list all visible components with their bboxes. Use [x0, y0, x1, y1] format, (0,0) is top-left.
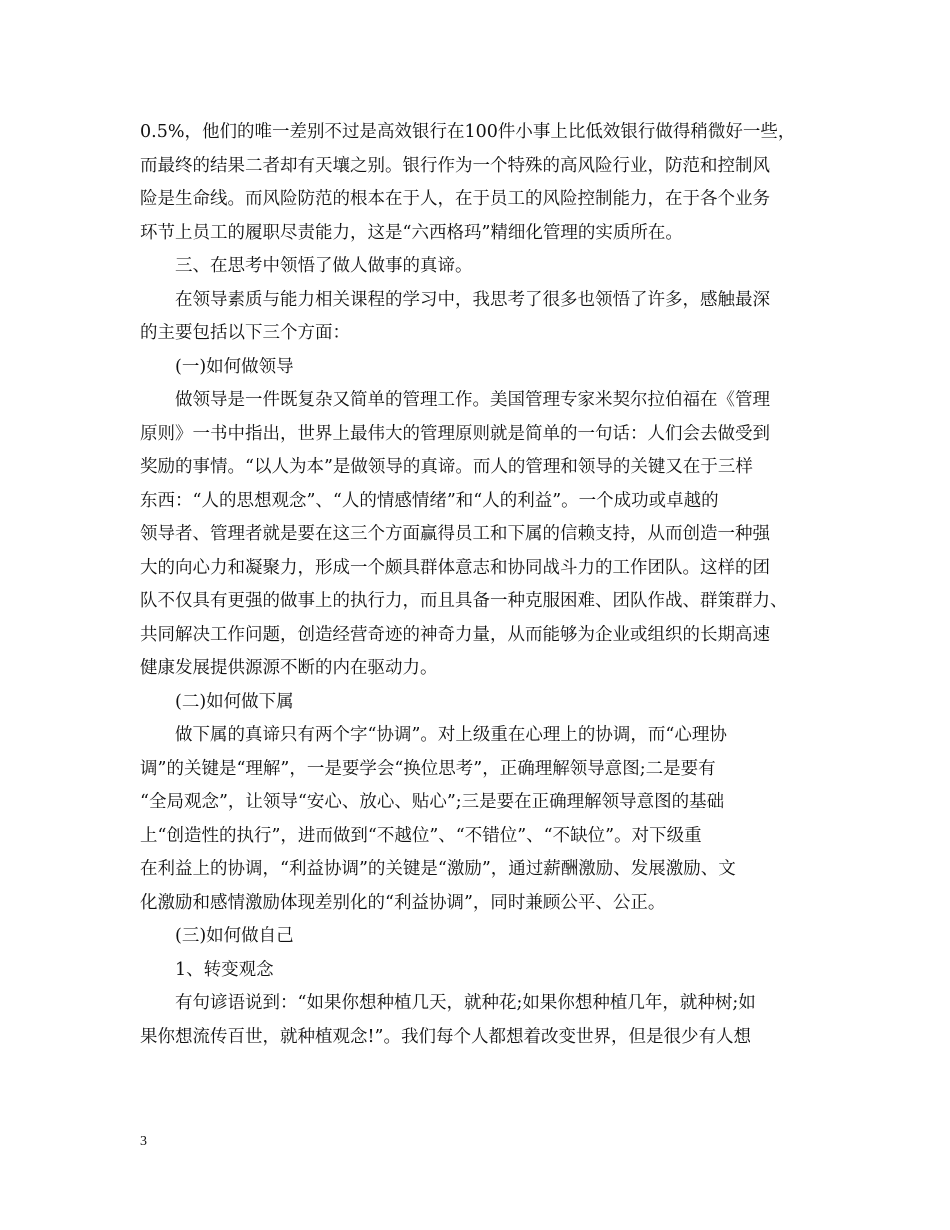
subsection-heading: (二)如何做下属 [175, 691, 294, 712]
text-line: 上“创造性的执行”，进而做到“不越位”、“不错位”、“不缺位”。对下级重 [140, 825, 702, 846]
text-line: 做领导是一件既复杂又简单的管理工作。美国管理专家米契尔拉伯福在《管理 [175, 390, 770, 410]
text-line: 做下属的真谛只有两个字“协调”。对上级重在心理上的协调，而“心理协 [175, 725, 727, 745]
text-line: 健康发展提供源源不断的内在驱动力。 [140, 658, 438, 678]
text-line: 东西：“人的思想观念”、“人的情感情绪”和“人的利益”。一个成功或卓越的 [140, 490, 719, 511]
section-heading: 三、在思考中领悟了做人做事的真谛。 [175, 256, 473, 276]
page-number: 3 [140, 1134, 147, 1149]
text-line: 调”的关键是“理解”，一是要学会“换位思考”，正确理解领导意图;二是要有 [140, 758, 716, 779]
text-line: 果你想流传百世，就种植观念!”。我们每个人都想着改变世界，但是很少有人想 [140, 1026, 751, 1047]
text-line: 奖励的事情。“以人为本”是做领导的真谛。而人的管理和领导的关键又在于三样 [140, 457, 753, 477]
text-line: 化激励和感情激励体现差别化的“利益协调”，同时兼顾公平、公正。 [140, 892, 666, 913]
text-line: 环节上员工的履职尽责能力，这是“六西格玛”精细化管理的实质所在。 [140, 222, 683, 243]
text-line: 有句谚语说到：“如果你想种植几天，就种花;如果你想种植几年，就种树;如 [175, 993, 756, 1013]
text-line: 队不仅具有更强的做事上的执行力，而且具备一种克服困难、团队作战、群策群力、 [140, 591, 788, 611]
text-line: “全局观念”，让领导“安心、放心、贴心”;三是要在正确理解领导意图的基础 [140, 792, 725, 812]
document-body [140, 116, 820, 1054]
text-line: 大的向心力和凝聚力，形成一个颇具群体意志和协同战斗力的工作团队。这样的团 [140, 557, 770, 578]
subsection-heading: (一)如何做领导 [175, 356, 294, 377]
text-line: 的主要包括以下三个方面： [140, 323, 350, 343]
text-line: 险是生命线。而风险防范的根本在于人，在于员工的风险控制能力，在于各个业务 [140, 189, 770, 209]
text-line: 领导者、管理者就是要在这三个方面赢得员工和下属的信赖支持，从而创造一种强 [140, 524, 770, 544]
subsection-heading: (三)如何做自己 [175, 926, 294, 946]
text-line: 共同解决工作问题，创造经营奇迹的神奇力量，从而能够为企业或组织的长期高速 [140, 624, 770, 645]
text-line: 0.5%，他们的唯一差别不过是高效银行在100件小事上比低效银行做得稍微好一些， [140, 122, 796, 142]
text-line: 原则》一书中指出，世界上最伟大的管理原则就是简单的一句话：人们会去做受到 [140, 423, 770, 444]
text-line: 在领导素质与能力相关课程的学习中，我思考了很多也领悟了许多，感触最深 [175, 289, 770, 310]
numbered-heading: 1、转变观念 [175, 959, 274, 980]
text-line: 而最终的结果二者却有天壤之别。银行作为一个特殊的高风险行业，防范和控制风 [140, 155, 770, 176]
text-line: 在利益上的协调，“利益协调”的关键是“激励”，通过薪酬激励、发展激励、文 [140, 859, 736, 879]
